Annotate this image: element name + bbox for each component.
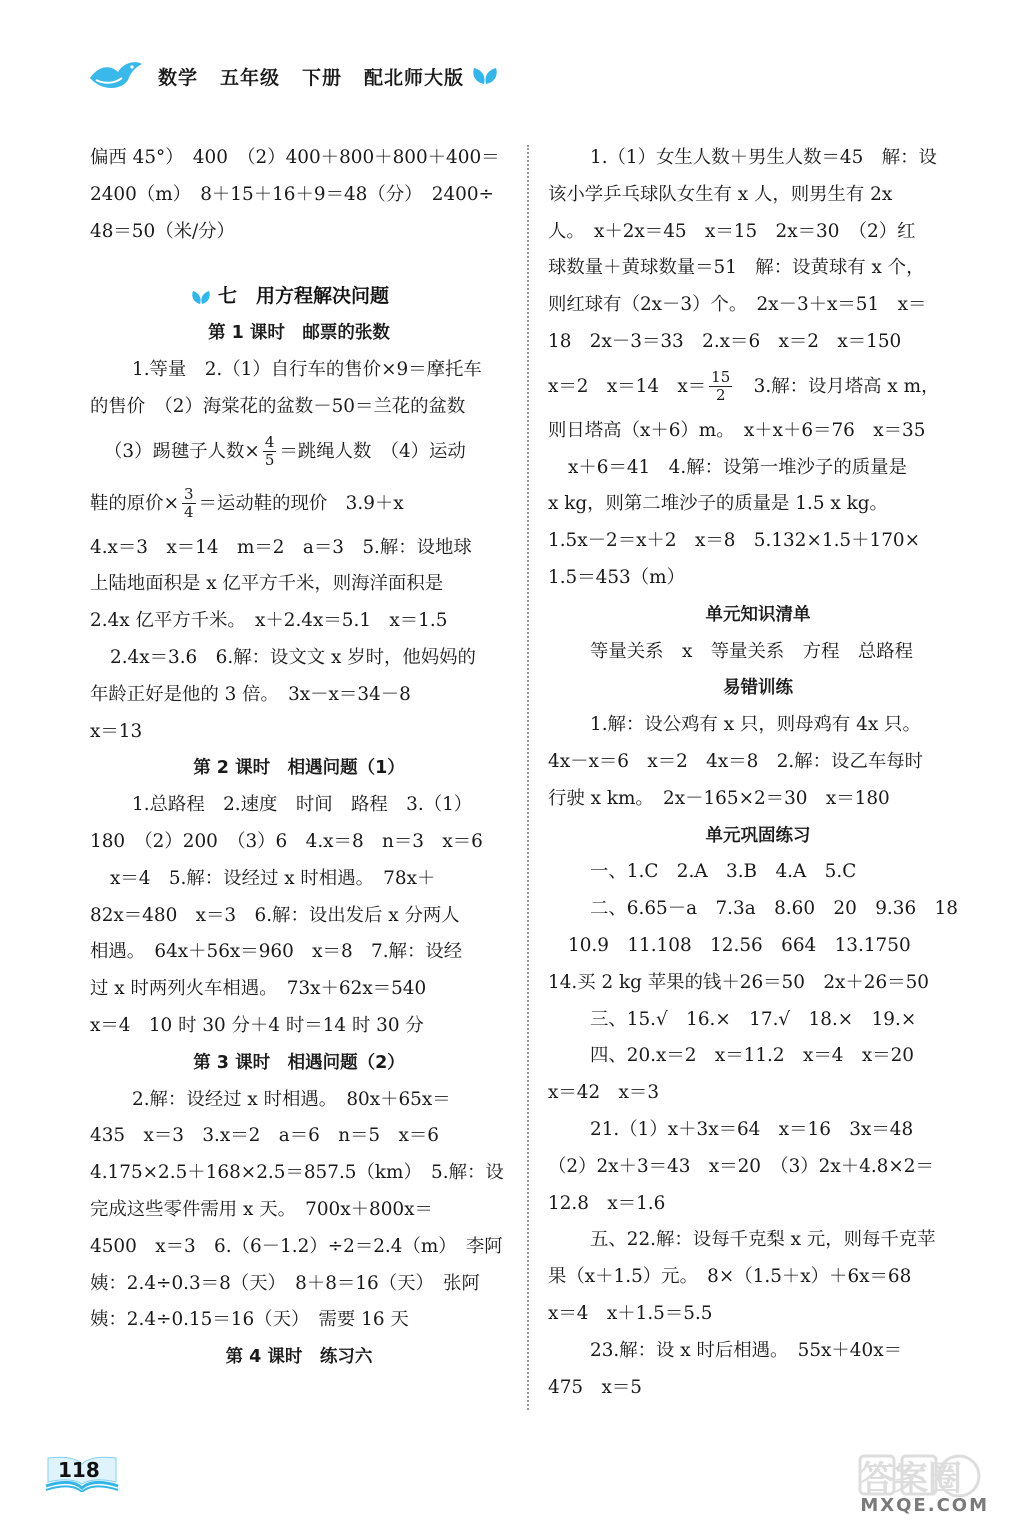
watermark-text: MXQE.COM bbox=[860, 1495, 989, 1516]
l1-line: 2.4x 亿平方千米。 x＋2.4x＝5.1 x＝1.5 bbox=[90, 610, 448, 632]
l1-line: 的售价 （2）海棠花的盆数－50＝兰花的盆数 bbox=[90, 395, 466, 417]
intro-line-3: 48＝50（米/分） bbox=[90, 220, 235, 242]
fraction-num: 4 bbox=[264, 433, 275, 452]
l3-line: 姨：2.4÷0.3＝8（天） 8＋8＝16（天） 张阿 bbox=[90, 1272, 480, 1294]
r1-line: 球数量＋黄球数量＝51 解：设黄球有 x 个， bbox=[548, 257, 925, 279]
l2-line: 180 （2）200 （3）6 4.x＝8 n＝3 x＝6 bbox=[90, 830, 483, 852]
right-column bbox=[548, 140, 968, 1406]
l2-line: 1.总路程 2.速度 时间 路程 3.（1） bbox=[132, 794, 473, 816]
bird-logo-icon bbox=[88, 58, 144, 94]
l2-line: x＝4 5.解：设经过 x 时相遇。 78x＋ bbox=[110, 867, 436, 889]
r1-line-frac bbox=[548, 361, 968, 413]
fraction bbox=[709, 369, 732, 404]
header-title bbox=[158, 63, 468, 90]
l2-line: 82x＝480 x＝3 6.解：设出发后 x 分两人 bbox=[90, 904, 460, 926]
r1-line: 人。 x＋2x＝45 x＝15 2x＝30 （2）红 bbox=[548, 220, 916, 242]
left-column bbox=[90, 140, 508, 1376]
page-number: 118 bbox=[58, 1458, 100, 1482]
review-line: x＝42 x＝3 bbox=[548, 1082, 660, 1104]
r1-line: 则日塔高（x＋6）m。 x＋x＋6＝76 x＝35 bbox=[548, 419, 926, 441]
page-header bbox=[88, 56, 500, 96]
error-title: 易错训练 bbox=[723, 678, 793, 699]
header-subject: 数学 bbox=[158, 66, 199, 89]
r1-line: x＋6＝41 4.解：设第一堆沙子的质量是 bbox=[568, 456, 907, 478]
review-line: 二、6.65－a 7.3a 8.60 20 9.36 18 bbox=[590, 898, 958, 920]
l3-line: 姨：2.4÷0.15＝16（天） 需要 16 天 bbox=[90, 1309, 409, 1331]
l3-line: 2.解：设经过 x 时相遇。 80x＋65x＝ bbox=[132, 1088, 451, 1110]
error-line: 4x－x＝6 x＝2 4x＝8 2.解：设乙车每时 bbox=[548, 750, 924, 772]
review-line: 果（x＋1.5）元。 8×（1.5＋x）＋6x＝68 bbox=[548, 1266, 912, 1288]
fraction-den: 5 bbox=[264, 451, 275, 470]
review-line: （2）2x＋3＝43 x＝20 （3）2x＋4.8×2＝ bbox=[548, 1155, 934, 1177]
r1-line: x kg，则第二堆沙子的质量是 1.5 x kg。 bbox=[548, 493, 888, 515]
l1-frac-pre: 鞋的原价× bbox=[90, 492, 179, 514]
svg-text:答案圈: 答案圈 bbox=[860, 1459, 962, 1499]
l1-line-frac bbox=[90, 478, 508, 530]
l2-line: x＝4 10 时 30 分＋4 时＝14 时 30 分 bbox=[90, 1014, 424, 1036]
error-line: 1.解：设公鸡有 x 只，则母鸡有 4x 只。 bbox=[590, 714, 921, 736]
intro-line-2: 2400（m） 8＋15＋16＋9＝48（分） 2400÷ bbox=[90, 183, 494, 205]
review-line: 14.买 2 kg 苹果的钱＋26＝50 2x＋26＝50 bbox=[548, 971, 929, 993]
fraction-den: 4 bbox=[183, 503, 194, 522]
error-line: 行驶 x km。 2x－165×2＝30 x＝180 bbox=[548, 787, 890, 809]
l1-line-frac bbox=[90, 426, 508, 478]
lesson-4-title: 第 4 课时 练习六 bbox=[225, 1347, 373, 1368]
l1-line: x＝13 bbox=[90, 720, 143, 742]
fraction-den: 2 bbox=[715, 386, 726, 405]
r1-line: 该小学乒乓球队女生有 x 人，则男生有 2x bbox=[548, 183, 893, 205]
review-line: 21.（1）x＋3x＝64 x＝16 3x＝48 bbox=[590, 1118, 914, 1140]
review-title: 单元巩固练习 bbox=[705, 825, 811, 846]
l1-frac-post: ＝运动鞋的现价 3.9＋x bbox=[198, 492, 404, 514]
r1-line: 18 2x－3＝33 2.x＝6 x＝2 x＝150 bbox=[548, 330, 902, 352]
l3-line: 435 x＝3 3.x＝2 a＝6 n＝5 x＝6 bbox=[90, 1125, 439, 1147]
review-line: 四、20.x＝2 x＝11.2 x＝4 x＝20 bbox=[590, 1045, 915, 1067]
unit-title bbox=[90, 278, 508, 315]
fraction bbox=[182, 486, 196, 521]
l2-line: 过 x 时两列火车相遇。 73x＋62x＝540 bbox=[90, 978, 427, 1000]
r1-line: 则红球有（2x－3）个。 2x－3＋x＝51 x＝ bbox=[548, 294, 927, 316]
fraction-num: 3 bbox=[183, 485, 194, 504]
r1-line: 1.5＝453（m） bbox=[548, 566, 685, 588]
review-line: x＝4 x＋1.5＝5.5 bbox=[548, 1302, 713, 1324]
knowledge-line: 等量关系 x 等量关系 方程 总路程 bbox=[590, 640, 914, 662]
review-line: 三、15.√ 16.× 17.√ 18.× 19.× bbox=[590, 1008, 917, 1030]
lesson-1-title: 第 1 课时 邮票的张数 bbox=[208, 323, 390, 344]
review-line: 10.9 11.108 12.56 664 13.1750 bbox=[568, 934, 911, 956]
header-edition: 配北师大版 bbox=[364, 66, 465, 89]
review-line: 475 x＝5 bbox=[548, 1376, 642, 1398]
l1-line: 1.等量 2.（1）自行车的售价×9＝摩托车 bbox=[132, 358, 482, 380]
l1-frac-pre: （3）踢毽子人数× bbox=[104, 440, 260, 462]
review-line: 12.8 x＝1.6 bbox=[548, 1192, 666, 1214]
l3-line: 完成这些零件需用 x 天。 700x＋800x＝ bbox=[90, 1198, 433, 1220]
header-volume: 下册 bbox=[302, 66, 343, 89]
lesson-2-title: 第 2 课时 相遇问题（1） bbox=[193, 758, 405, 779]
intro-line-1: 偏西 45°） 400 （2）400＋800＋800＋400＝ bbox=[90, 147, 500, 168]
l3-line: 4.175×2.5＋168×2.5＝857.5（km） 5.解：设 bbox=[90, 1162, 504, 1184]
l3-line: 4500 x＝3 6.（6－1.2）÷2＝2.4（m） 李阿 bbox=[90, 1235, 503, 1257]
review-line: 五、22.解：设每千克梨 x 元，则每千克苹 bbox=[590, 1229, 936, 1251]
review-line: 23.解：设 x 时后相遇。 55x＋40x＝ bbox=[590, 1339, 902, 1361]
header-grade: 五年级 bbox=[220, 66, 281, 89]
knowledge-title: 单元知识清单 bbox=[705, 604, 811, 625]
column-divider bbox=[527, 145, 529, 1410]
l2-line: 相遇。 64x＋56x＝960 x＝8 7.解：设经 bbox=[90, 941, 463, 963]
r1-line: 1.5x－2＝x＋2 x＝8 5.132×1.5＋170× bbox=[548, 530, 921, 552]
leaves-icon bbox=[470, 66, 500, 86]
l1-line: 上陆地面积是 x 亿平方千米，则海洋面积是 bbox=[90, 573, 444, 595]
r1-frac-post: 3.解：设月塔高 x m， bbox=[735, 375, 940, 397]
l1-line: 2.4x＝3.6 6.解：设文文 x 岁时，他妈妈的 bbox=[110, 646, 476, 668]
l1-frac-post: ＝跳绳人数 （4）运动 bbox=[279, 440, 466, 462]
watermark-logo bbox=[854, 1448, 989, 1528]
l1-line: 年龄正好是他的 3 倍。 3x－x＝34－8 bbox=[90, 683, 411, 705]
r1-frac-pre: x＝2 x＝14 x＝ bbox=[548, 375, 707, 397]
lesson-3-title: 第 3 课时 相遇问题（2） bbox=[193, 1052, 405, 1073]
r1-line: 1.（1）女生人数＋男生人数＝45 解：设 bbox=[590, 147, 937, 168]
review-line: 一、1.C 2.A 3.B 4.A 5.C bbox=[590, 861, 857, 883]
l1-line: 4.x＝3 x＝14 m＝2 a＝3 5.解：设地球 bbox=[90, 536, 472, 558]
fraction-num: 15 bbox=[711, 368, 731, 387]
unit-title-text: 七 用方程解决问题 bbox=[218, 285, 390, 308]
leaf-icon bbox=[190, 289, 212, 305]
fraction bbox=[263, 434, 277, 469]
